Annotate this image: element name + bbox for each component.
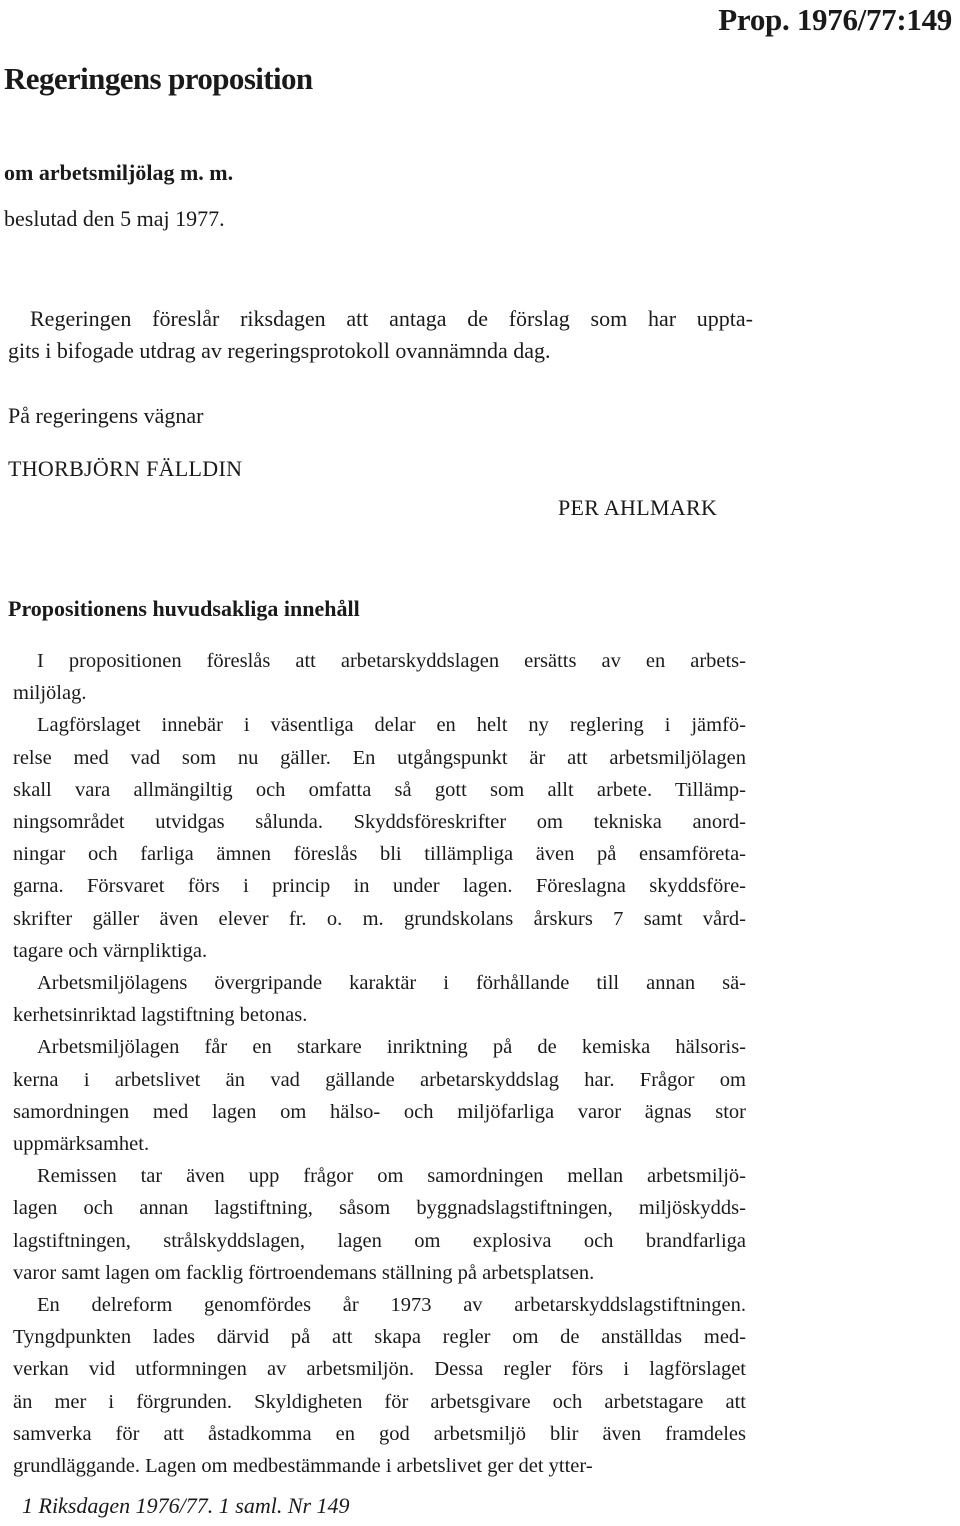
summary-line: kerna i arbetslivet än vad gällande arbetarskyddslag har. Frågor om	[13, 1068, 746, 1091]
summary-line: En delreform genomfördes år 1973 av arbetarskyddslagstiftningen.	[37, 1294, 746, 1317]
summary-line: grundläggande. Lagen om medbestämmande i arbetslivet ger det ytter-	[13, 1455, 593, 1478]
summary-line: I propositionen föreslås att arbetarskyddslagen ersätts av en arbets-	[37, 650, 746, 672]
summary-paragraph	[13, 1289, 746, 1482]
summary-paragraph	[13, 1160, 746, 1289]
summary-line: samverka för att åstadkomma en god arbetsmiljö blir även framdeles	[13, 1422, 746, 1445]
intro-paragraph	[8, 303, 753, 367]
summary-line: Arbetsmiljölagens övergripande karaktär i förhållande till annan sä-	[37, 972, 746, 995]
summary-body	[13, 645, 746, 1482]
summary-line: ningar och farliga ämnen föreslås bli tillämpliga även på ensamföreta-	[13, 843, 746, 866]
summary-paragraph	[13, 709, 746, 967]
summary-line: än mer i förgrunden. Skyldigheten för arbetsgivare och arbetstagare att	[13, 1390, 746, 1413]
intro-line: Regeringen föreslår riksdagen att antaga de förslag som har uppta-	[30, 306, 753, 331]
summary-heading: Propositionens huvudsakliga innehåll	[8, 596, 360, 621]
summary-line: relse med vad som nu gäller. En utgångspunkt är att arbetsmiljölagen	[13, 746, 746, 769]
decision-date: beslutad den 5 maj 1977.	[4, 206, 225, 231]
summary-line: samordningen med lagen om hälso- och miljöfarliga varor ägnas stor	[13, 1100, 746, 1123]
signature-minister: PER AHLMARK	[558, 495, 718, 520]
summary-line: skrifter gäller även elever fr. o. m. grundskolans årskurs 7 samt vård-	[13, 907, 746, 930]
intro-line: gits i bifogade utdrag av regeringsprotokoll ovannämnda dag.	[8, 338, 551, 363]
summary-line: garna. Försvaret förs i princip in under lagen. Föreslagna skyddsföre-	[13, 875, 746, 898]
summary-line: skall vara allmängiltig och omfatta så gott som allt arbete. Tillämp-	[13, 778, 746, 801]
summary-line: Lagförslaget innebär i väsentliga delar en helt ny reglering i jämfö-	[37, 714, 746, 737]
summary-line: ningsområdet utvidgas sålunda. Skyddsföreskrifter om tekniska anord-	[13, 811, 746, 834]
summary-line: varor samt lagen om facklig förtroendemans ställning på arbetsplatsen.	[13, 1261, 595, 1284]
summary-line: uppmärksamhet.	[13, 1133, 150, 1156]
document-subtitle: om arbetsmiljölag m. m.	[4, 160, 234, 185]
document-title: Regeringens proposition	[4, 61, 313, 96]
summary-line: verkan vid utformningen av arbetsmiljön. Dessa regler förs i lagförslaget	[13, 1358, 746, 1381]
summary-line: tagare och värnpliktiga.	[13, 939, 208, 962]
summary-line: Tyngdpunkten lades därvid på att skapa regler om de anställdas med-	[13, 1326, 746, 1349]
summary-line: kerhetsinriktad lagstiftning betonas.	[13, 1004, 308, 1027]
summary-line: lagen och annan lagstiftning, såsom byggnadslagstiftningen, miljöskydds-	[13, 1197, 746, 1220]
summary-line: lagstiftningen, strålskyddslagen, lagen om explosiva och brandfarliga	[13, 1229, 746, 1252]
summary-line: miljölag.	[13, 682, 87, 705]
signature-prime-minister: THORBJÖRN FÄLLDIN	[8, 456, 243, 481]
summary-paragraph	[13, 645, 746, 709]
summary-line: Remissen tar även upp frågor om samordningen mellan arbetsmiljö-	[37, 1165, 746, 1188]
page-footer: 1 Riksdagen 1976/77. 1 saml. Nr 149	[22, 1493, 350, 1518]
summary-paragraph	[13, 1031, 746, 1160]
summary-paragraph	[13, 967, 746, 1031]
summary-line: Arbetsmiljölagen får en starkare inriktning på de kemiska hälsoris-	[37, 1036, 746, 1059]
proposition-number: Prop. 1976/77:149	[718, 2, 952, 37]
on-behalf-text: På regeringens vägnar	[8, 403, 204, 428]
